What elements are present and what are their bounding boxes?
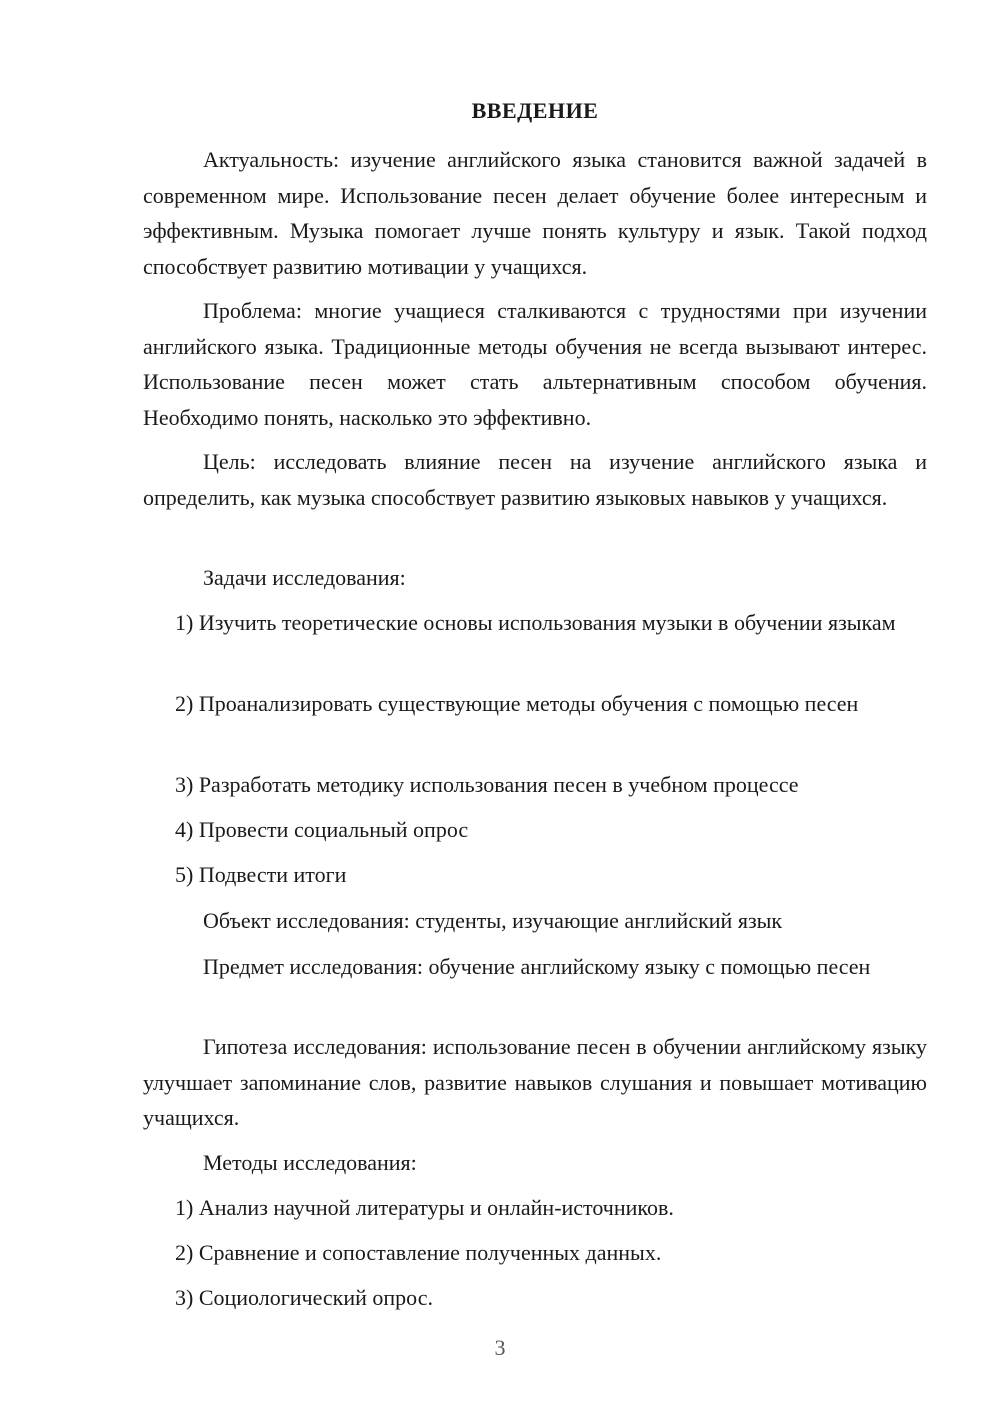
subject-paragraph: Предмет исследования: обучение английскому языку с помощью песен: [203, 954, 871, 979]
method-item: 3) Социологический опрос.: [175, 1285, 433, 1310]
relevance-paragraph: Актуальность: изучение английского языка становится важной задачей в современном мире. Использование песен делает обучение более интересным и эффективным. Музыка помогает лучше понять культуру и язык. Такой подход способствует развитию мотивации у учащихся.: [143, 147, 927, 279]
hypothesis-paragraph: Гипотеза исследования: использование песен в обучении английскому языку улучшает запоминание слов, развитие навыков слушания и повышает мотивацию учащихся.: [143, 1034, 927, 1130]
problem-paragraph: Проблема: многие учащиеся сталкиваются с трудностями при изучении английского языка. Традиционные методы обучения не всегда вызывают интерес. Использование песен может стать альтернативным способом обучения. Необходимо понять, насколько это эффективно.: [143, 298, 927, 430]
tasks-title: Задачи исследования:: [203, 565, 406, 590]
task-item: 5) Подвести итоги: [175, 862, 347, 887]
method-item: 2) Сравнение и сопоставление полученных данных.: [175, 1240, 662, 1265]
task-item: 3) Разработать методику использования песен в учебном процессе: [175, 772, 799, 797]
task-item: 1) Изучить теоретические основы использования музыки в обучении языкам: [175, 610, 896, 635]
method-item: 1) Анализ научной литературы и онлайн-источников.: [175, 1195, 674, 1220]
goal-paragraph: Цель: исследовать влияние песен на изучение английского языка и определить, как музыка способствует развитию языковых навыков у учащихся.: [143, 449, 927, 510]
task-item: 2) Проанализировать существующие методы обучения с помощью песен: [175, 691, 859, 716]
methods-title: Методы исследования:: [203, 1150, 417, 1175]
object-paragraph: Объект исследования: студенты, изучающие английский язык: [203, 908, 783, 933]
page-number: 3: [494, 1335, 506, 1360]
task-item: 4) Провести социальный опрос: [175, 817, 469, 842]
page-heading: ВВЕДЕНИЕ: [471, 98, 599, 123]
